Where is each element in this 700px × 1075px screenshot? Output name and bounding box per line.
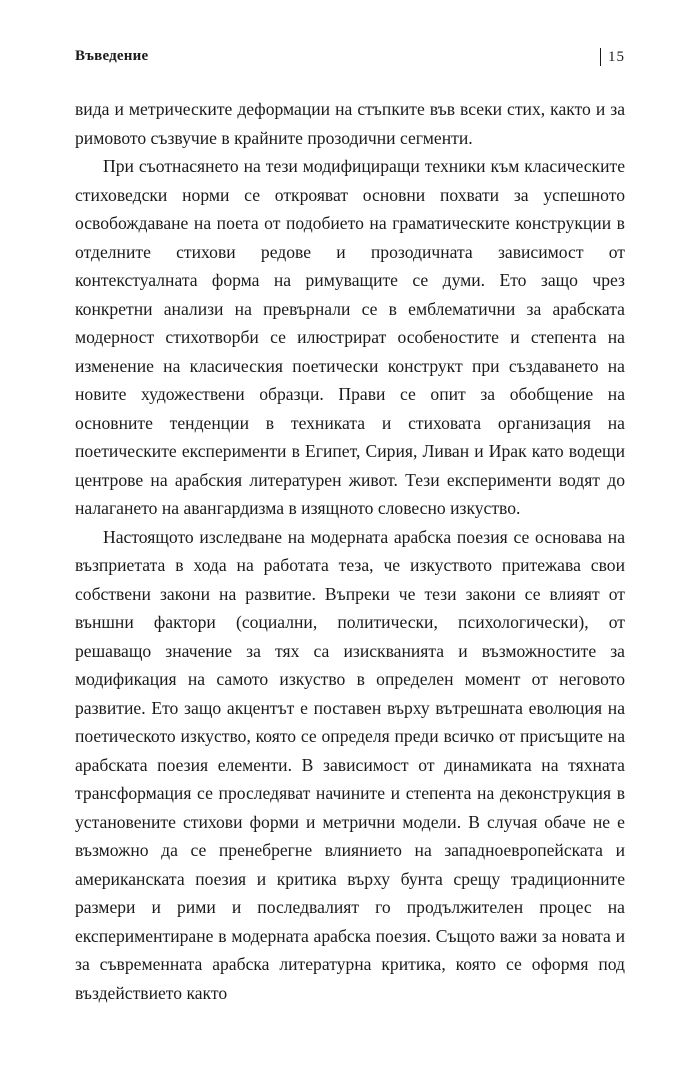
paragraph-continued: вида и метрическите деформации на стъпките във всеки стих, както и за римовото съзвучие в крайните прозодични сегменти.: [75, 99, 625, 148]
running-header: [75, 44, 625, 70]
body-text: [75, 95, 625, 1007]
section-title: Въведение: [75, 48, 149, 64]
paragraph: Настоящото изследване на модерната арабска поезия се основава на възприетата в хода на работата теза, че изкуството притежава свои собствени закони на развитие. Въпреки че тези закони се влияят от външни фактори (социални, политически, психологически), от решаващо значение за тях са изискванията и възможностите за модификация на самото изкуство в определен момент от неговото развитие. Ето защо акцентът е поставен върху вътрешната еволюция на поетическото изкуство, която се определя преди всичко от присъщите на арабската поезия елементи. В зависимост от динамиката на тяхната трансформация се проследяват начините и степента на деконструкция в установените стихови форми и метрични модели. В случая обаче не е възможно да се пренебрегне влиянието на западноевропейската и американската поезия и критика върху бунта срещу традиционните размери и рими и последвалият го продължителен процес на експериментиране в модерната арабска поезия. Същото важи за новата и за съвременната арабска литературна критика, която се оформя под въздействието както: [75, 526, 625, 1003]
page-number: 15: [600, 48, 625, 66]
paragraph: При съотнасянето на тези модифициращи техники към класическите стиховедски норми се открояват основни похвати за успешното освобождаване на поета от подобието на граматическите конструкции в отделните стихови редове и прозодичната зависимост от контекстуалната форма на римуващите се думи. Ето защо чрез конкретни анализи на превърнали се в емблематични за арабската модерност стихотворби се илюстрират особеностите и степента на изменение на класическия поетически конструкт при създаването на новите художествени образци. Прави се опит за обобщение на основните тенденции в техниката и стиховата организация на поетическите експерименти в Египет, Сирия, Ливан и Ирак като водещи центрове на арабския литературен живот. Тези експерименти водят до налагането на авангардизма в изящното словесно изкуство.: [75, 156, 625, 518]
